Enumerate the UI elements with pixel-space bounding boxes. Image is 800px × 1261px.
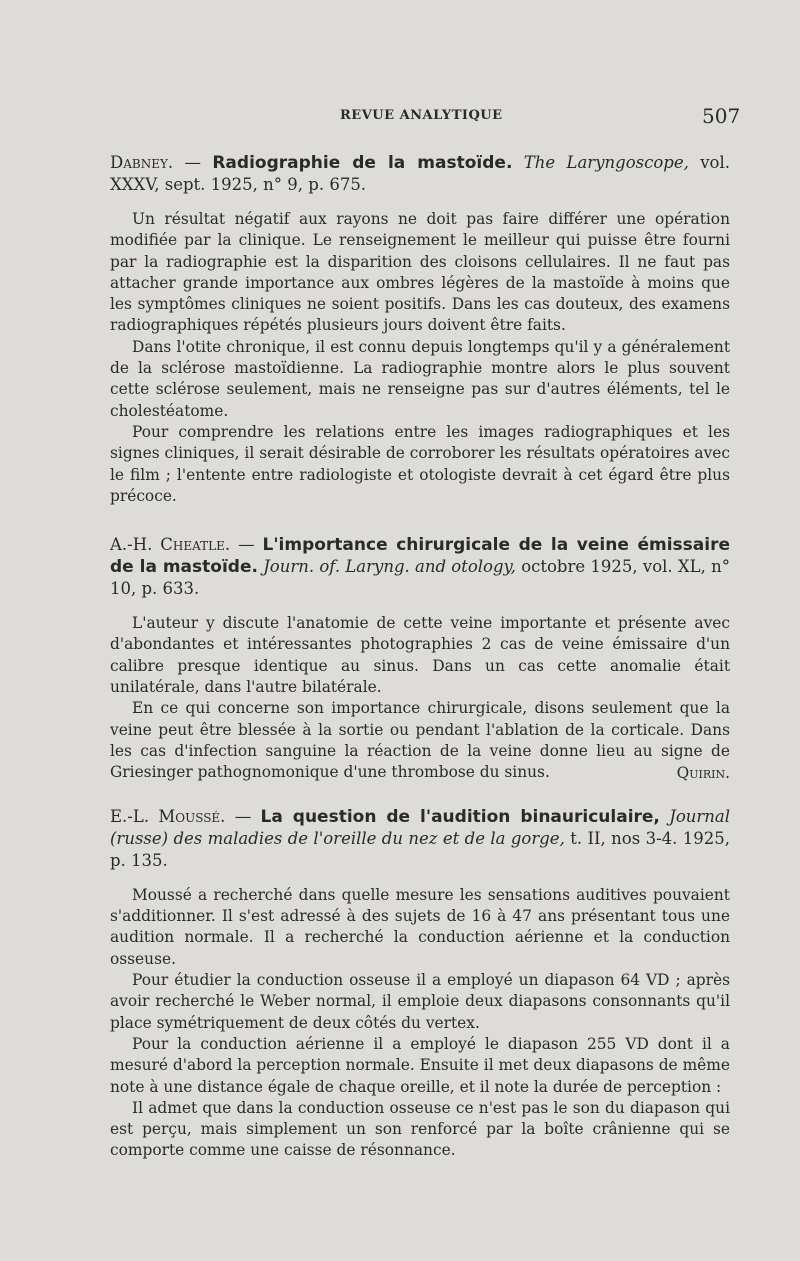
- entry-paragraph: Pour étudier la conduction osseuse il a employé un diapason 64 VD ; après avoir recherché le Weber normal, il emploie deux diapasons consonnants qu'il place symétriquement de deux côtés du vertex.: [110, 971, 730, 1032]
- entry-paragraph: Pour comprendre les relations entre les images radiographiques et les signes cliniques, il serait désirable de corroborer les résultats opératoires avec le film ; l'entente entre radiologiste et otologiste devrait à cet égard être plus précoce.: [110, 422, 730, 505]
- entry-author: A.-H. Cheatle.: [110, 535, 231, 555]
- entry-paragraph: Dans l'otite chronique, il est connu depuis longtemps qu'il y a généralement de la sclérose mastoïdienne. La radiographie montre alors le plus souvent cette sclérose seulement, mais ne renseigne pas sur d'autres éléments, tel le cholestéatome.: [110, 337, 730, 420]
- abstract-entry: [110, 534, 730, 784]
- entry-title: La question de l'audition binauriculaire,: [260, 806, 660, 827]
- entry-paragraph: Moussé a recherché dans quelle mesure les sensations auditives pouvaient s'additionner. Il s'est adressé à des sujets de 16 à 47 ans présentant tous une audition normale. Il a recherché la conduction aérienne et la conduction osseuse.: [110, 885, 730, 968]
- running-title: REVUE ANALYTIQUE: [340, 108, 503, 123]
- entry-paragraph: En ce qui concerne son importance chirurgicale, disons seulement que la veine peut être blessée à la sortie ou pendant l'ablation de la corticale. Dans les cas d'infection sanguine la réaction de la veine donne lieu au signe de Griesinger pathognomonique d'une thrombose du sinus.: [110, 699, 730, 782]
- entry-dash: —: [173, 153, 213, 172]
- entry-author: E.-L. Moussé.: [110, 806, 226, 826]
- entry-paragraph: Un résultat négatif aux rayons ne doit pas faire différer une opération modifiée par la clinique. Le renseignement le meilleur qui puisse être fourni par la radiographie est la disparition des cloisons cellulaires. Il ne faut pas attacher grande importance aux ombres légères de la mastoïde à moins que les symptômes cliniques ne soient positifs. Dans les cas douteux, des examens radiographiques répétés plusieurs jours doivent être faits.: [110, 210, 730, 335]
- entry-journal: Journ. of. Laryng. and otology,: [263, 557, 516, 577]
- entry-signature: Quirin.: [676, 763, 730, 782]
- page-body: [110, 152, 730, 1162]
- entry-journal: The Laryngoscope,: [523, 153, 689, 172]
- entry-heading: [110, 152, 730, 196]
- entry-dash: —: [230, 535, 263, 555]
- entry-title: Radiographie de la mastoïde.: [212, 153, 513, 173]
- abstract-entry: [110, 806, 730, 1162]
- entry-author: Dabney.: [110, 153, 174, 172]
- entry-heading: [110, 806, 730, 872]
- entry-heading: [110, 534, 730, 600]
- entry-paragraph: Il admet que dans la conduction osseuse ce n'est pas le son du diapason qui est perçu, mais simplement un son renforcé par la boîte crânienne qui se comporte comme une caisse de résonnance.: [110, 1098, 730, 1160]
- entry-title: L'importance chirurgicale de la veine émissaire de la mastoïde.: [110, 535, 730, 578]
- page-header: [0, 104, 800, 134]
- entry-citation: octobre 1925, vol. XL, n° 10, p. 633.: [110, 557, 730, 599]
- page-number: 507: [702, 104, 741, 128]
- abstract-entry: [110, 152, 730, 507]
- entry-citation: t. II, nos 3-4. 1925, p. 135.: [110, 828, 731, 870]
- entry-dash: —: [225, 806, 261, 826]
- entry-paragraph: L'auteur y discute l'anatomie de cette veine importante et présente avec d'abondantes et intéressantes photographies 2 cas de veine émissaire d'un calibre presque identique au sinus. Dans un cas cette anomalie était unilatérale, dans l'autre bilatérale.: [110, 614, 730, 697]
- entry-paragraph: Pour la conduction aérienne il a employé le diapason 255 VD dont il a mesuré d'abord la perception normale. Ensuite il met deux diapasons de même note à une distance égale de chaque oreille, et il note la durée de perception :: [110, 1034, 730, 1096]
- entry-citation: vol. XXXV, sept. 1925, n° 9, p. 675.: [110, 153, 730, 194]
- entry-journal: Journal (russe) des maladies de l'oreille du nez et de la gorge,: [110, 806, 731, 848]
